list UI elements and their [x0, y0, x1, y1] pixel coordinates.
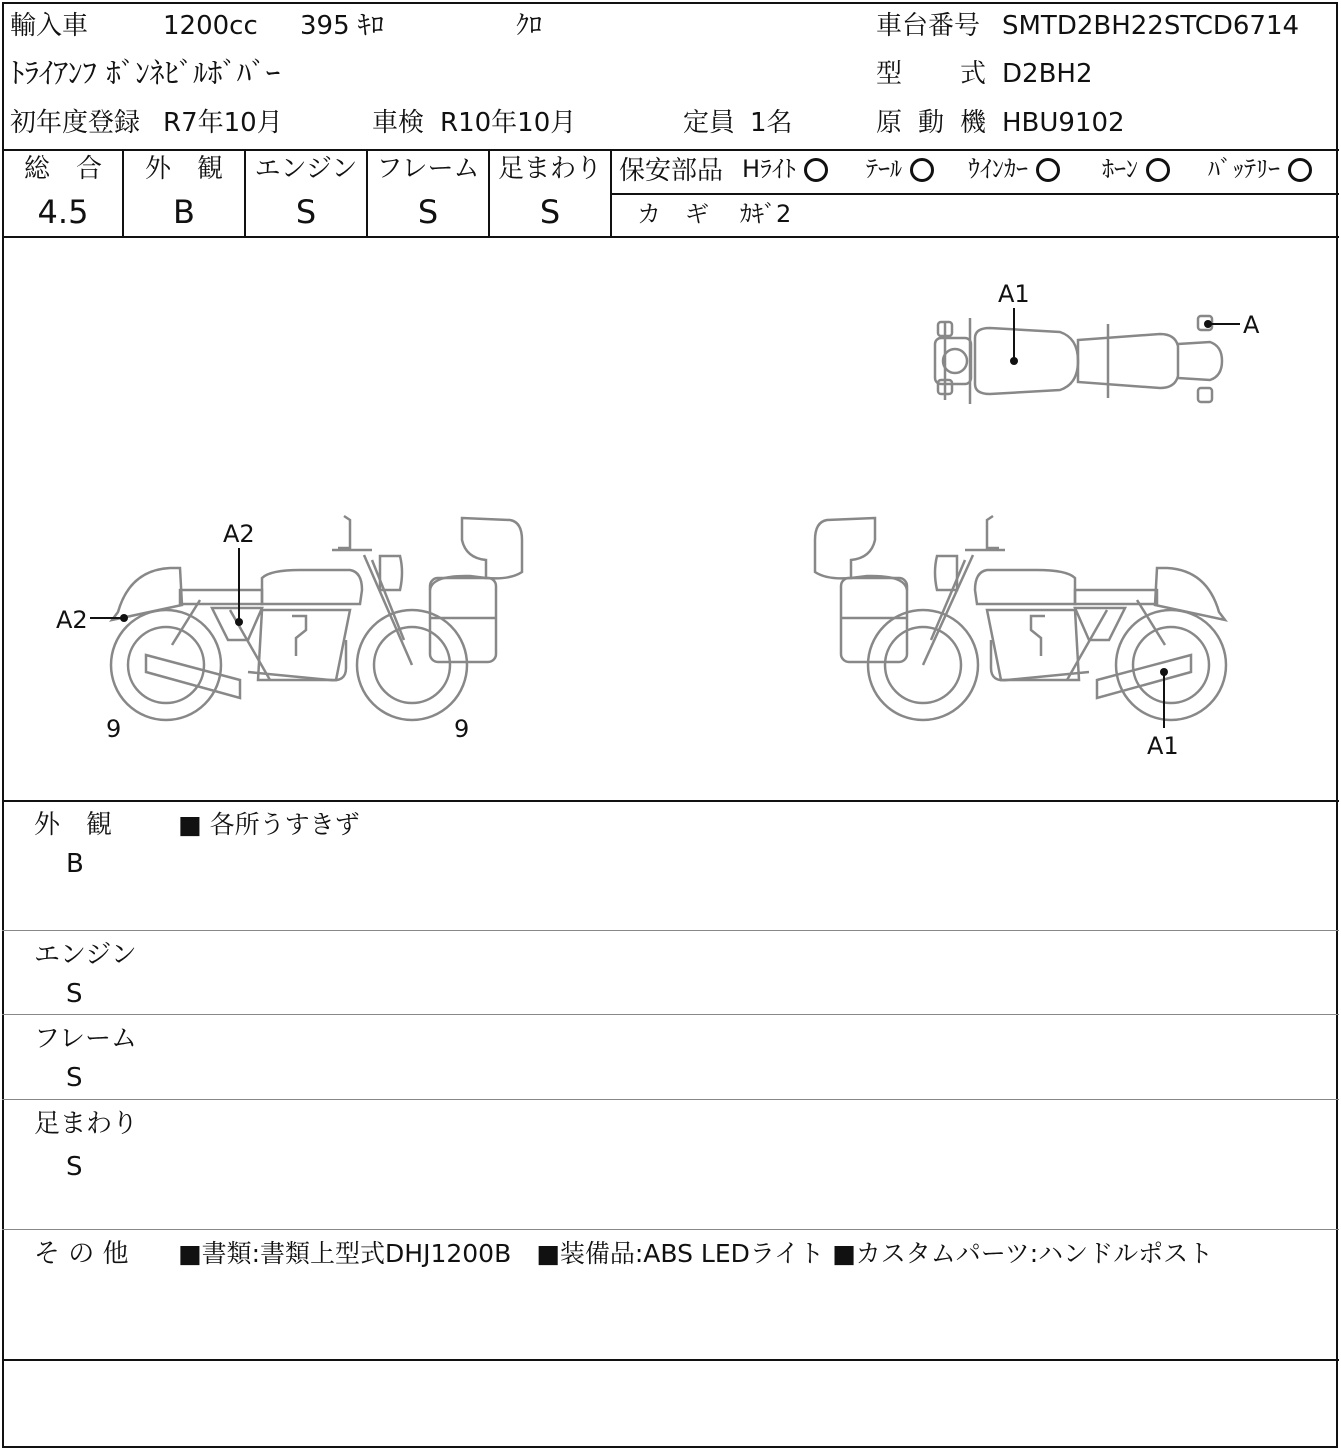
grade-exterior-label: 外 観 — [144, 154, 223, 184]
grade-engine-value: S — [295, 193, 317, 231]
grade-frame-label: フレーム — [376, 154, 480, 184]
type-label-1: 型 — [876, 59, 903, 89]
section-engine-grade: S — [66, 979, 83, 1009]
damage-dot — [1010, 357, 1018, 365]
engine-number: HBU9102 — [1002, 108, 1125, 138]
safety-label: 保安部品 — [619, 156, 724, 186]
divider — [2, 930, 1339, 931]
damage-dot — [120, 614, 128, 622]
section-exterior-note: ■ 各所うすきず — [178, 810, 360, 839]
mileage: 395 ｷﾛ — [300, 11, 384, 41]
damage-dot — [1204, 320, 1212, 328]
divider — [2, 1229, 1339, 1230]
mark-left-rear-wheel: 9 — [106, 715, 122, 743]
damage-dot — [1160, 668, 1168, 676]
engine-label-3: 機 — [960, 108, 987, 138]
grade-total-value: 4.5 — [37, 193, 89, 231]
capacity-value: 1名 — [750, 108, 793, 138]
left-side-marks — [56, 520, 469, 743]
section-frame-title: フレーム — [34, 1024, 137, 1054]
section-other-note: ■書類:書類上型式DHJ1200B ■装備品:ABS LEDライト ■カスタムパーツ:ハンドルポスト — [178, 1239, 1214, 1268]
color-value: ｸﾛ — [516, 11, 543, 41]
section-engine-title: エンジン — [34, 940, 137, 970]
safety-item-label: Hﾗｲﾄ — [742, 155, 797, 183]
displacement: 1200cc — [163, 11, 258, 41]
import-label: 輸入車 — [10, 11, 89, 41]
grade-engine-label: エンジン — [254, 154, 358, 184]
left-side-motorcycle — [111, 516, 522, 720]
inspection-label: 車検 — [372, 108, 425, 138]
grade-suspension-label: 足まわり — [497, 154, 602, 184]
grade-suspension-value: S — [539, 193, 561, 231]
first-registration-value: R7年10月 — [163, 108, 283, 138]
capacity-label: 定員 — [683, 108, 736, 138]
type-value: D2BH2 — [1002, 59, 1093, 89]
mark-left-front-wheel: 9 — [454, 715, 470, 743]
section-frame-grade: S — [66, 1063, 83, 1093]
model-name: ﾄﾗｲｱﾝﾌ ﾎﾞﾝﾈﾋﾞﾙﾎﾞﾊﾞｰ — [10, 56, 281, 90]
mark-top-a1: A1 — [998, 280, 1030, 308]
section-other-title: そ の 他 — [34, 1239, 129, 1269]
divider — [2, 1014, 1339, 1015]
first-registration-label: 初年度登録 — [10, 108, 141, 138]
grade-frame-value: S — [417, 193, 439, 231]
grade-total-label: 総 合 — [23, 154, 102, 184]
engine-label-2: 動 — [918, 108, 945, 138]
divider — [2, 1099, 1339, 1100]
key-label: カ ギ — [637, 200, 709, 228]
mark-right-a1: A1 — [1147, 732, 1179, 760]
section-exterior-title: 外 観 — [34, 810, 113, 840]
damage-dot — [235, 618, 243, 626]
section-exterior-grade: B — [66, 849, 84, 879]
chassis-number: SMTD2BH22STCD6714 — [1002, 11, 1300, 41]
safety-item-label: ﾃｰﾙ — [866, 155, 902, 183]
section-suspension-grade: S — [66, 1152, 83, 1182]
type-label-2: 式 — [960, 59, 987, 89]
mark-top-a: A — [1243, 311, 1260, 339]
grade-exterior-value: B — [173, 193, 195, 231]
top-view-motorcycle — [935, 316, 1222, 404]
mark-left-a2-rear: A2 — [56, 606, 88, 634]
inspection-value: R10年10月 — [440, 108, 577, 138]
mark-left-a2-top: A2 — [223, 520, 255, 548]
key-value: ｶｷﾞ2 — [740, 200, 792, 228]
safety-item-label: ｳｲﾝｶｰ — [968, 155, 1028, 183]
divider — [2, 1359, 1339, 1361]
engine-label-1: 原 — [876, 108, 903, 138]
chassis-label: 車台番号 — [876, 11, 981, 41]
section-suspension-title: 足まわり — [34, 1109, 139, 1139]
safety-item-label: ﾎｰﾝ — [1102, 155, 1138, 183]
safety-item-label: ﾊﾞｯﾃﾘｰ — [1208, 155, 1280, 183]
